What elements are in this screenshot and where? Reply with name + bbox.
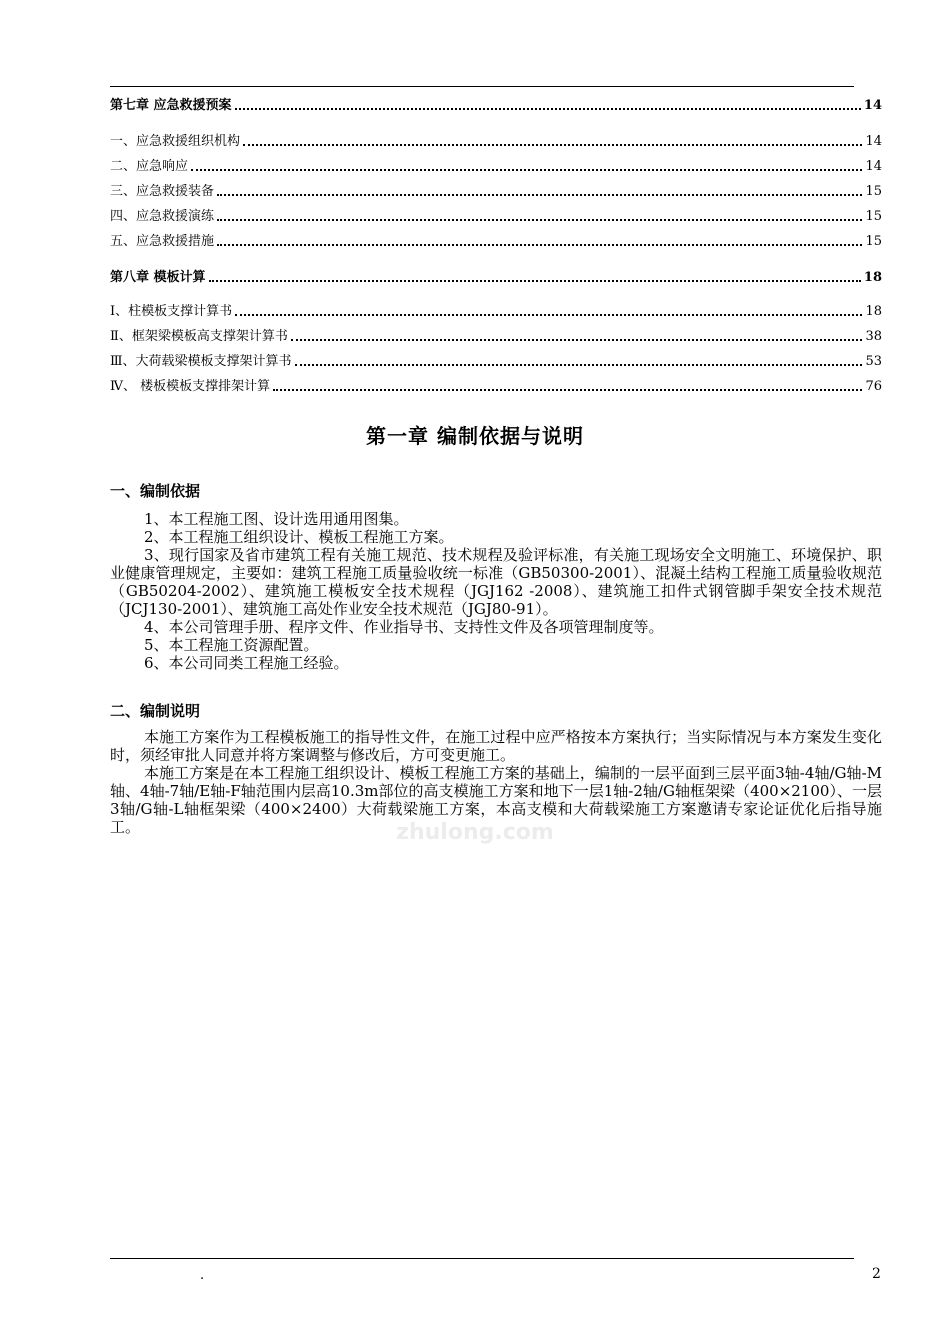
toc-entry-label: 第七章 应急救援预案 (110, 98, 232, 113)
toc-entry[interactable] (110, 266, 882, 286)
toc-entry-page: 76 (865, 379, 882, 394)
toc-entry[interactable] (110, 130, 882, 150)
section-heading-notes: 二、编制说明 (110, 702, 201, 720)
watermark: zhulong.com (396, 820, 554, 845)
toc-entry-label: Ⅱ、框架梁模板高支撑架计算书 (110, 329, 288, 344)
toc-entry-label: 二、应急响应 (110, 159, 189, 174)
toc-leader (217, 194, 862, 196)
notes-paragraph: 本施工方案作为工程模板施工的指导性文件，在施工过程中应严格按本方案执行；当实际情况与本方案发生变化时，须经审批人同意并将方案调整与修改后，方可变更施工。 (110, 728, 882, 764)
basis-item: 4、本公司管理手册、程序文件、作业指导书、支持性文件及各项管理制度等。 (144, 618, 664, 636)
toc-leader (235, 108, 861, 110)
toc-leader (217, 244, 862, 246)
toc-entry-page: 14 (865, 134, 882, 149)
toc-entry-label: 四、应急救援演练 (110, 209, 215, 224)
toc-entry-page: 38 (865, 329, 882, 344)
toc-entry-label: Ⅲ、大荷载梁模板支撑架计算书 (110, 354, 292, 369)
toc-entry-page: 15 (865, 234, 882, 249)
basis-item: 6、本公司同类工程施工经验。 (144, 654, 349, 672)
toc-entry[interactable] (110, 230, 882, 250)
header-rule (110, 86, 854, 87)
toc-entry-label: Ⅰ、柱模板支撑计算书 (110, 304, 233, 319)
toc-leader (235, 314, 862, 316)
toc-entry-label: 一、应急救援组织机构 (110, 134, 241, 149)
toc-leader (217, 219, 862, 221)
toc-entry-page: 53 (865, 354, 882, 369)
notes-paragraph: 本施工方案是在本工程施工组织设计、模板工程施工方案的基础上，编制的一层平面到三层平面3轴-4轴/G轴-M轴、4轴-7轴/E轴-F轴范围内层高10.3m部位的高支模施工方案和地下一层1轴-2轴/G轴框架梁（400×2100）、一层3轴/G轴-L轴框架梁（400×2400）大荷载梁施工方案，本高支模和大荷载梁施工方案邀请专家论证优化后指导施工。 (110, 764, 882, 836)
basis-item: 5、本工程施工资源配置。 (144, 636, 319, 654)
basis-list (110, 510, 882, 672)
toc-entry-label: Ⅳ、 楼板模板支撑排架计算 (110, 379, 271, 394)
toc-entry-page: 15 (865, 209, 882, 224)
toc-entry[interactable] (110, 325, 882, 345)
footer-rule (110, 1258, 854, 1259)
section-heading-basis: 一、编制依据 (110, 482, 201, 500)
toc-leader (273, 389, 862, 391)
toc-entry[interactable] (110, 350, 882, 370)
footer-dot: . (200, 1268, 205, 1283)
toc-leader (291, 339, 863, 341)
toc-entry[interactable] (110, 94, 882, 114)
toc-leader (209, 280, 861, 282)
toc-entry-label: 第八章 模板计算 (110, 270, 206, 285)
basis-item: 2、本工程施工组织设计、模板工程施工方案。 (144, 528, 454, 546)
toc-entry-label: 三、应急救援装备 (110, 184, 215, 199)
toc-entry-page: 14 (865, 159, 882, 174)
toc-entry-page: 18 (865, 304, 882, 319)
basis-item: 1、本工程施工图、设计选用通用图集。 (144, 510, 409, 528)
toc-entry[interactable] (110, 375, 882, 395)
toc-leader (295, 364, 863, 366)
toc-entry[interactable] (110, 180, 882, 200)
toc-entry[interactable] (110, 155, 882, 175)
toc-entry-page: 14 (863, 98, 882, 113)
toc-entry-page: 18 (863, 270, 882, 285)
toc-entry[interactable] (110, 300, 882, 320)
toc-leader (243, 144, 862, 146)
chapter-title: 第一章 编制依据与说明 (366, 424, 584, 448)
toc-entry-label: 五、应急救援措施 (110, 234, 215, 249)
toc-entry[interactable] (110, 205, 882, 225)
toc-entry-page: 15 (865, 184, 882, 199)
basis-item: 3、现行国家及省市建筑工程有关施工规范、技术规程及验评标准，有关施工现场安全文明施工、环境保护、职业健康管理规定，主要如：建筑工程施工质量验收统一标准（GB50300-2001）、混凝土结构工程施工质量验收规范（GB50204-2002）、建筑施工模板安全技术规程（JGJ162 -2008）、建筑施工扣件式钢管脚手架安全技术规范（JCJ130-2001）、建筑施工高处作业安全技术规范（JGJ80-91）。 (110, 546, 882, 618)
page-number: 2 (872, 1266, 881, 1282)
toc-leader (191, 169, 862, 171)
